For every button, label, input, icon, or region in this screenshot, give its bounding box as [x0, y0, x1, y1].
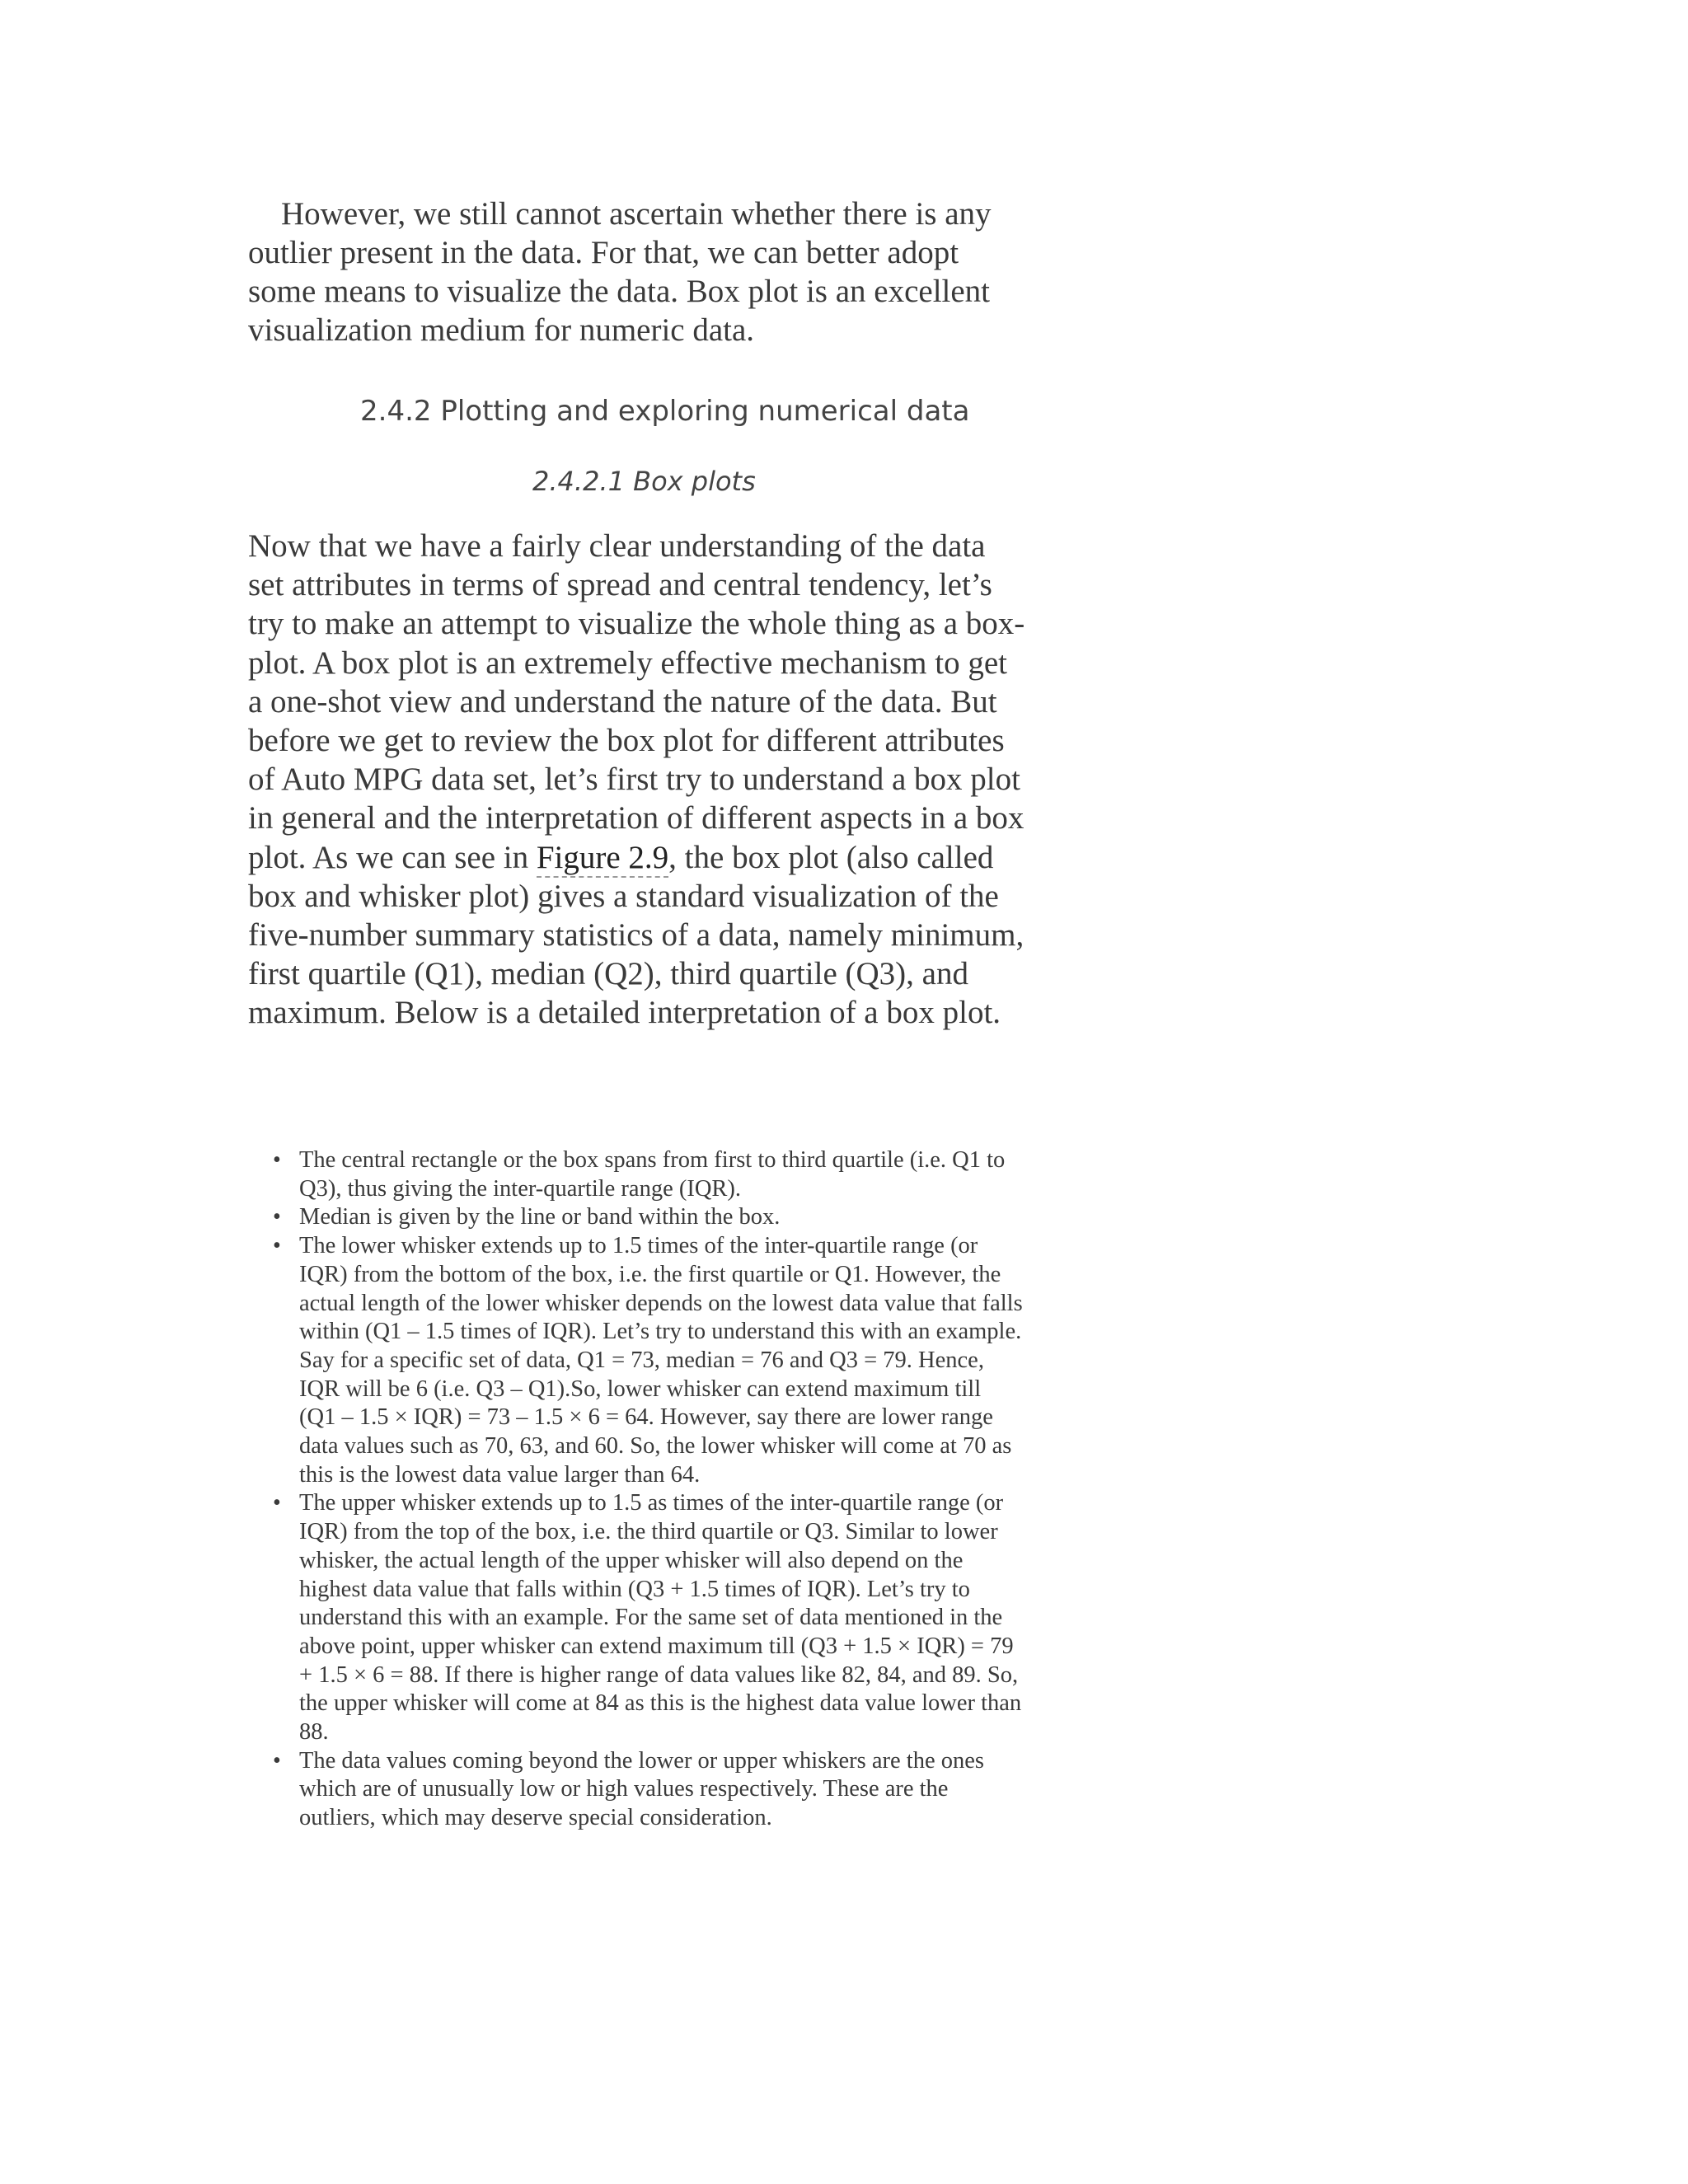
bullet-icon: •: [273, 1747, 281, 1774]
subsection-heading: 2.4.2.1 Box plots: [532, 466, 756, 497]
section-heading: 2.4.2 Plotting and exploring numerical data: [360, 395, 970, 428]
main-paragraph: [248, 527, 1027, 1033]
main-paragraph-text-start: Now that we have a fairly clear understanding of the data set attributes in terms of spread and central tendency, let’s try to make an attempt to visualize the whole thing as a box-plot. A box plot is an extremely effective mechanism to get a one-shot view and understand the nature of the data. But before we get to review the box plot for different attributes of Auto MPG data set, let’s first try to understand a box plot in general and the interpretation of different aspects in a box plot. As we can see in: [248, 528, 1025, 875]
list-item-text: The central rectangle or the box spans from first to third quartile (i.e. Q1 to Q3), thus giving the inter-quartile range (IQR).: [299, 1147, 1006, 1202]
list-item: [273, 1146, 1023, 1203]
list-item: [273, 1747, 1023, 1833]
bullet-list: [248, 1146, 1023, 1833]
list-item-text: The upper whisker extends up to 1.5 as times of the inter-quartile range (or IQR) from the top of the box, i.e. the third quartile or Q3. Similar to lower whisker, the actual length of the upper whisker will also depend on the highest data value that falls within (Q3 + 1.5 times of IQR). Let’s try to understand this with an example. For the same set of data mentioned in the above point, upper whisker can extend maximum till (Q3 + 1.5 × IQR) = 79 + 1.5 × 6 = 88. If there is higher range of data values like 82, 84, and 89. So, the upper whisker will come at 84 as this is the highest data value lower than 88.: [299, 1490, 1022, 1746]
bullet-icon: •: [273, 1490, 281, 1516]
list-item-text: The lower whisker extends up to 1.5 times of the inter-quartile range (or IQR) from the bottom of the box, i.e. the first quartile or Q1. However, the actual length of the lower whisker depends on the lowest data value that falls within (Q1 – 1.5 times of IQR). Let’s try to understand this with an example. Say for a specific set of data, Q1 = 73, median = 76 and Q3 = 79. Hence, IQR will be 6 (i.e. Q3 – Q1).So, lower whisker can extend maximum till (Q1 – 1.5 × IQR) = 73 – 1.5 × 6 = 64. However, say there are lower range data values such as 70, 63, and 60. So, the lower whisker will come at 70 as this is the lowest data value larger than 64.: [299, 1233, 1023, 1488]
list-item: [273, 1489, 1023, 1746]
bullet-icon: •: [273, 1233, 281, 1259]
text-column: [248, 194, 1025, 1831]
main-paragraph-text-end: , the box plot (also called box and whisker plot) gives a standard visualization of the five-number summary statistics of a data, namely minimum, first quartile (Q1), median (Q2), third quartile (Q3), and maximum. Below is a detailed interpretation of a box plot.: [248, 839, 1025, 1031]
list-item: [273, 1232, 1023, 1489]
list-item-text: The data values coming beyond the lower or upper whiskers are the ones which are of unusually low or high values respectively. These are the outliers, which may deserve special consideration.: [299, 1747, 984, 1831]
intro-paragraph: However, we still cannot ascertain whether there is any outlier present in the data. For that, we can better adopt some means to visualize the data. Box plot is an excellent visualization medium for numeric data.: [248, 196, 992, 348]
bullet-icon: •: [273, 1204, 281, 1230]
bullet-icon: •: [273, 1147, 281, 1173]
list-item-text: Median is given by the line or band within the box.: [299, 1204, 781, 1230]
figure-link[interactable]: Figure 2.9: [537, 840, 668, 878]
list-item: [273, 1203, 1023, 1232]
